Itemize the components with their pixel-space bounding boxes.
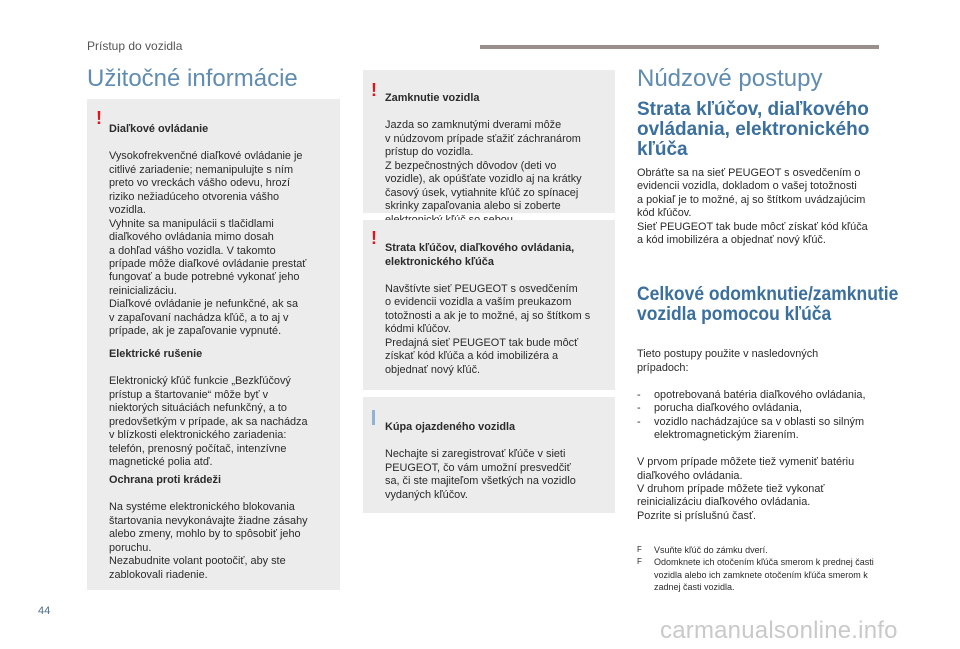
used-vehicle-section xyxy=(385,408,613,516)
remote-heading: Diaľkové ovládanie xyxy=(109,123,209,136)
header-divider-bar xyxy=(480,45,879,49)
used-vehicle-heading: Kúpa ojazdeného vozidla xyxy=(385,421,516,434)
list-item xyxy=(637,389,912,402)
step-text: Vsuňte kľúč do zámku dverí. xyxy=(654,544,768,555)
manual-lock-intro: Tieto postupy použite v nasledovných prípadoch: xyxy=(637,348,819,374)
remote-text: Vysokofrekvenčné diaľkové ovládanie je citlivé zariadenie; nemanipulujte s ním preto vo vreckách vášho odevu, hrozí riziko nežiadúceho otvorenia vášho vozidla. Vyhnite sa manipulácii s tlačidlami diaľkového ovládania mimo dosah a dohľad vášho vozidla. V takomto prípade môže diaľkové ovládanie prestať fungovať a bude potrebné vykonať jeho reinicializáciu. Diaľkové ovládanie je nefunkčné, ak sa v zapaľovaní nachádza kľúč, a to aj v prípade, ak je zapaľovanie vypnuté. xyxy=(109,150,307,338)
useful-info-box xyxy=(87,99,340,590)
interference-text: Elektronický kľúč funkcie „Bezkľúčový prístup a štartovanie“ môže byť v niektorých situáciách nefunkčný, a to predovšetkým v prípade, ak sa nachádza v blízkosti elektronického zariadenia: telefón, prenosný počítač, intenzívne magnetické polia atď. xyxy=(109,375,308,469)
useful-info-title: Užitočné informácie xyxy=(87,65,298,92)
warning-icon: ! xyxy=(371,228,377,248)
step-text: Odomknete ich otočením kľúča smerom k prednej časti vozidla alebo ich zamknete otočením kľúča smerom k zadnej časti vozidla. xyxy=(654,557,874,593)
case-list xyxy=(637,389,912,443)
lock-section xyxy=(385,79,613,240)
used-vehicle-box xyxy=(363,397,615,513)
list-item xyxy=(637,416,912,443)
theft-section xyxy=(109,461,337,596)
lock-text: Jazda so zamknutými dverami môže v núdzovom prípade sťažiť záchranárom prístup do vozidla. Z bezpečnostných dôvodov (deti vo vozidle), ak opúšťate vozidlo aj na krátky časový úsek, vytiahnite kľúč zo spínacej skrinky zapaľovania alebo si zoberte xyxy=(385,119,582,213)
lock-info-box xyxy=(363,70,615,213)
key-loss-heading: Strata kľúčov, diaľkového ovládania, elektronického kľúča xyxy=(385,242,575,268)
dash-marker: - xyxy=(637,402,641,415)
key-loss-text: Navštívte sieť PEUGEOT s osvedčením o evidencii vozidla a vaším preukazom totožnosti a ak je to možné, aj so štítkom s kódmi kľúčov. Predajná sieť PEUGEOT tak bude môcť získať kód kľúča a kód imobilizéra a objednať nový kľúč. xyxy=(385,282,591,376)
used-vehicle-text: Nechajte si zaregistrovať kľúče v sieti PEUGEOT, čo vám umožní presvedčiť sa, či ste majiteľom všetkých na vozidlo vydaných kľúčov. xyxy=(385,448,576,501)
step-list xyxy=(637,544,887,594)
watermark: carmanualsonline.info xyxy=(660,617,898,644)
info-icon xyxy=(372,410,375,425)
key-loss-box xyxy=(363,220,615,390)
case-item-text: porucha diaľkového ovládania, xyxy=(654,402,802,415)
key-loss-paragraph: Obráťte sa na sieť PEUGEOT s osvedčením o evidencii vozidla, dokladom o vašej totožnosti a pokiaľ je to možné, aj so štítkom uvádzajúcim kód kľúčov. Sieť PEUGEOT tak bude môcť získať kód kľúča a kód imobilizéra a objednať nový kľúč. xyxy=(637,167,868,247)
case-item-text: opotrebovaná batéria diaľkového ovládania, xyxy=(654,388,866,401)
manual-lock-after: V prvom prípade môžete tiež vymeniť batériu diaľkového ovládania. V druhom prípade môžete tiež vykonať reinicializáciu diaľkového ovládania. Pozrite si príslušnú časť. xyxy=(637,456,855,522)
list-item xyxy=(637,556,887,594)
case-item-text: vozidlo nachádzajúce sa v oblasti so silným elektromagnetickým žiarením. xyxy=(654,415,865,442)
theft-text: Na systéme elektronického blokovania štartovania nevykonávajte žiadne zásahy alebo zmeny, mohlo by to spôsobiť jeho poruchu. Nezabudnite volant pootočiť, aby ste zablokovali riadenie. xyxy=(109,501,308,581)
arrow-icon: F xyxy=(637,557,642,567)
dash-marker: - xyxy=(637,415,641,428)
list-item xyxy=(637,544,887,557)
interference-heading: Elektrické rušenie xyxy=(109,348,203,361)
manual-lock-content xyxy=(637,335,912,607)
page-number: 44 xyxy=(38,605,51,617)
key-loss-section xyxy=(385,229,613,390)
warning-icon: ! xyxy=(96,108,102,128)
theft-heading: Ochrana proti krádeži xyxy=(109,474,221,487)
warning-icon: ! xyxy=(371,80,377,100)
remote-section xyxy=(109,110,337,352)
section-header-title: Prístup do vozidla xyxy=(87,39,183,53)
arrow-icon: F xyxy=(637,544,642,554)
emergency-procedures-title: Núdzové postupy xyxy=(637,65,823,92)
list-item xyxy=(637,402,912,415)
manual-lock-subtitle: Celkové odomknutie/zamknutie vozidla pomocou kľúča xyxy=(637,284,899,325)
key-loss-subtitle: Strata kľúčov, diaľkového ovládania, elektronického kľúča xyxy=(637,99,870,160)
dash-marker: - xyxy=(637,388,641,401)
lock-heading: Zamknutie vozidla xyxy=(385,92,480,105)
